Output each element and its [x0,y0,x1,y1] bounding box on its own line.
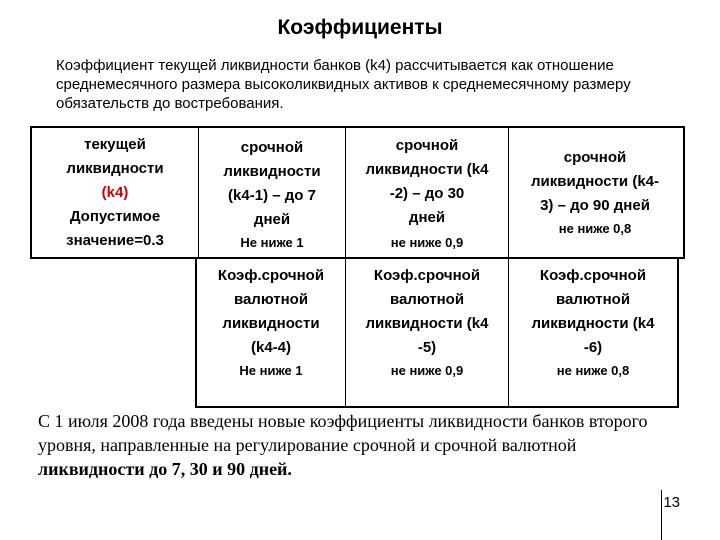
divider [198,126,199,259]
cell-line: ликвидности [223,163,321,180]
cell-line: ликвидности (k4 [365,315,489,332]
cell-line: валютной [555,291,631,308]
norm-value: Не ниже 1 [240,235,304,250]
divider [345,257,346,408]
cell-line: ликвидности (k4 [365,161,489,178]
page-number: 13 [663,494,680,511]
cell-line: валютной [233,291,309,308]
footer-bold-text: ликвидности до 7, 30 и 90 дней. [38,459,292,479]
cell-line: 3) – до 90 дней [540,197,650,214]
cell-line: ликвидности [222,315,320,332]
cell-line: Допустимое [69,208,161,225]
cell-k4-2 [348,134,506,254]
cell-line: срочной [563,149,627,166]
footer-text: С 1 июля 2008 года введены новые коэффициенты ликвидности банков второго уровня, направленные на регулирование срочной и срочной валютной [38,411,648,455]
norm-value: не ниже 0,9 [390,363,464,378]
cell-k4-1 [202,136,342,254]
cell-line: ликвидности (k4- [531,173,659,190]
cell-k4-4 [199,264,343,382]
cell-line: -2) – до 30 [389,185,465,202]
divider [508,257,509,408]
cell-k4-3 [510,146,680,240]
norm-value: не ниже 0,8 [558,221,632,236]
cell-line: срочной [395,137,459,154]
footer-paragraph [38,409,658,481]
cell-line: Коэф.срочной [373,267,481,284]
norm-value: Не ниже 1 [239,363,303,378]
cell-line: ликвидности [66,160,164,177]
cell-line: -5) [417,339,437,356]
norm-value: не ниже 0,9 [390,235,464,250]
cell-line: ликвидности (k4 [531,315,655,332]
cell-line: дней [408,209,446,226]
cell-line: Коэф.срочной [539,267,647,284]
cell-line: (k4-1) – до 7 [228,187,316,204]
cell-k4-6 [510,264,676,382]
slide-title: Коэффициенты [277,16,443,39]
k4-code: (k4) [101,184,129,201]
intro-paragraph: Коэффициент текущей ликвидности банков (k4) рассчитывается как отношение среднемесячного размера высоколиквидных активов к среднемесячному размеру обязательств до востребования. [56,57,631,112]
page-number-divider [661,490,662,540]
norm-value: не ниже 0,8 [556,363,630,378]
allowed-value: значение=0.3 [66,232,164,249]
cell-line: -6) [583,339,603,356]
divider [345,126,346,259]
cell-line: срочной [240,139,304,156]
cell-line: Коэф.срочной [217,267,325,284]
cell-line: (k4-4) [250,339,291,356]
divider [508,126,509,259]
cell-current-liquidity [40,133,190,253]
cell-line: дней [253,211,291,228]
cell-line: текущей [84,136,146,153]
cell-k4-5 [348,264,506,382]
cell-line: валютной [389,291,465,308]
